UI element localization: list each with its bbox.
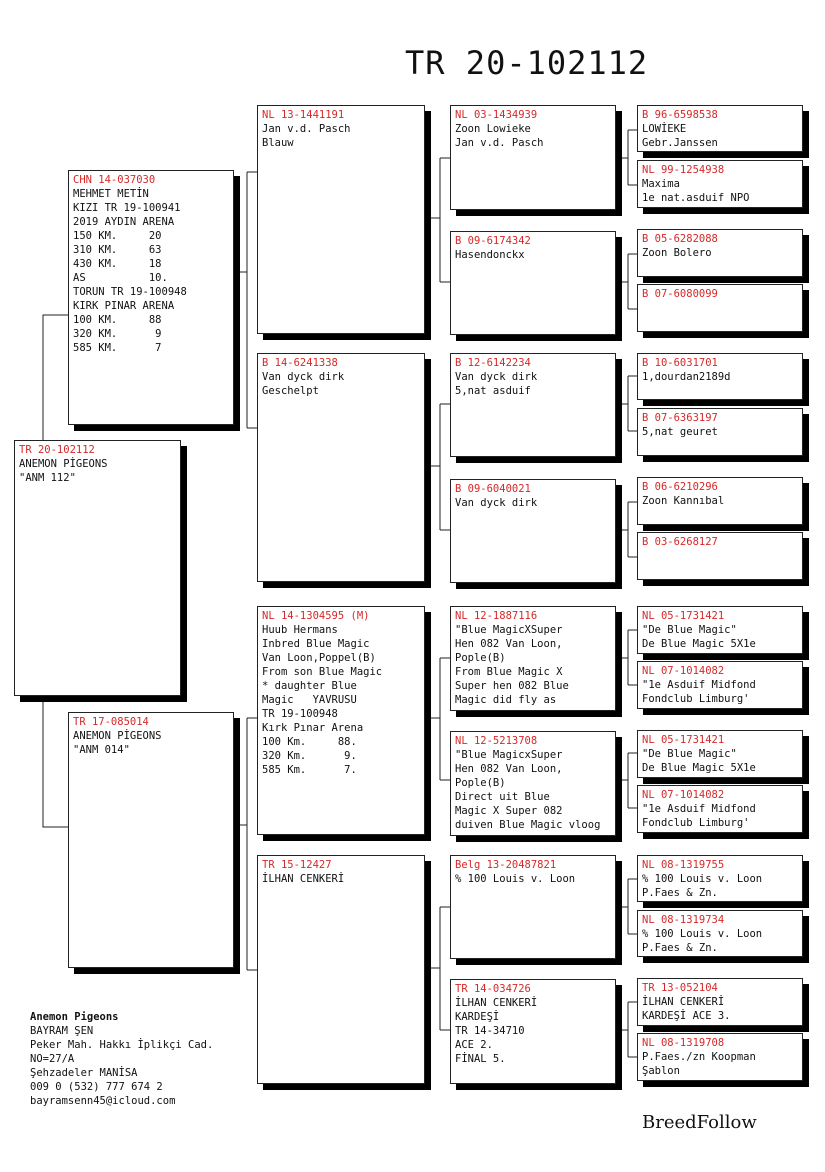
bird-info-line: KARDEŞİ ACE 3. bbox=[642, 1010, 731, 1022]
bird-info-line: TORUN TR 19-100948 bbox=[73, 286, 187, 298]
bird-g5-3[interactable] bbox=[637, 229, 803, 277]
bird-info-line: "Blue MagicXSuper bbox=[455, 624, 563, 636]
owner-line: Şehzadeler MANİSA bbox=[30, 1067, 138, 1079]
bird-info-line: LOWİEKE bbox=[642, 123, 687, 135]
bird-sds[interactable] bbox=[450, 353, 616, 457]
bird-info-line: duiven Blue Magic vloog bbox=[455, 819, 601, 831]
bird-sire-sire[interactable] bbox=[257, 105, 425, 334]
bird-info-line: 5,nat asduif bbox=[455, 385, 531, 397]
bird-info-line: Hen 082 Van Loon, bbox=[455, 763, 563, 775]
bird-info-line: 320 Km. 9. bbox=[262, 750, 357, 762]
owner-email[interactable]: bayramsenn45@icloud.com bbox=[30, 1095, 176, 1107]
bird-info-line: * daughter Blue bbox=[262, 680, 357, 692]
bird-info-line: Magic YAVRUSU bbox=[262, 694, 357, 706]
bird-g5-6[interactable] bbox=[637, 408, 803, 456]
ring-number: TR 17-085014 bbox=[73, 716, 149, 728]
owner-line: BAYRAM ŞEN bbox=[30, 1025, 94, 1037]
bird-dds[interactable] bbox=[450, 855, 616, 959]
bird-info-line: 150 KM. 20 bbox=[73, 230, 162, 242]
bird-info-line: P.Faes & Zn. bbox=[642, 887, 718, 899]
ring-number: B 09-6040021 bbox=[455, 483, 531, 495]
bird-info-line: "ANM 112" bbox=[19, 472, 76, 484]
bird-info-line: Pople(B) bbox=[455, 652, 506, 664]
bird-info-line: İLHAN CENKERİ bbox=[262, 873, 345, 885]
bird-info-line: 5,nat geuret bbox=[642, 426, 718, 438]
bird-info-line: TR 19-100948 bbox=[262, 708, 338, 720]
ring-number: NL 12-5213708 bbox=[455, 735, 538, 747]
bird-info-line: P.Faes./zn Koopman bbox=[642, 1051, 756, 1063]
bird-sire-dam[interactable] bbox=[257, 353, 425, 582]
bird-info-line: Blauw bbox=[262, 137, 294, 149]
bird-info-line: Van dyck dirk bbox=[262, 371, 345, 383]
bird-g5-15[interactable] bbox=[637, 978, 803, 1026]
bird-ssd[interactable] bbox=[450, 231, 616, 335]
bird-info-line: ANEMON PİGEONS bbox=[19, 458, 108, 470]
bird-info-line: ACE 2. bbox=[455, 1039, 493, 1051]
bird-info-line: % 100 Louis v. Loon bbox=[642, 873, 763, 885]
bird-info-line: Van Loon,Poppel(B) bbox=[262, 652, 376, 664]
bird-sire[interactable] bbox=[68, 170, 234, 425]
bird-info-line: KIRK PINAR ARENA bbox=[73, 300, 175, 312]
ring-number: CHN 14-037030 bbox=[73, 174, 156, 186]
bird-dss[interactable] bbox=[450, 606, 616, 711]
bird-info-line: Şablon bbox=[642, 1065, 680, 1077]
bird-info-line: De Blue Magic 5X1e bbox=[642, 762, 756, 774]
owner-info bbox=[30, 1010, 213, 1108]
bird-g5-12[interactable] bbox=[637, 785, 803, 833]
bird-g5-14[interactable] bbox=[637, 910, 803, 957]
bird-info-line: Super hen 082 Blue bbox=[455, 680, 569, 692]
owner-line: NO=27/A bbox=[30, 1053, 75, 1065]
ring-number: B 07-6363197 bbox=[642, 412, 718, 424]
bird-info-line: FİNAL 5. bbox=[455, 1053, 506, 1065]
bird-info-line: 585 Km. 7. bbox=[262, 764, 357, 776]
bird-info-line: 100 KM. 88 bbox=[73, 314, 162, 326]
bird-g5-5[interactable] bbox=[637, 353, 803, 400]
bird-dsd[interactable] bbox=[450, 731, 616, 836]
bird-info-line: Kırk Pınar Arena bbox=[262, 722, 364, 734]
bird-info-line: KARDEŞİ bbox=[455, 1011, 500, 1023]
bird-info-line: 320 KM. 9 bbox=[73, 328, 162, 340]
bird-info-line: 2019 AYDIN ARENA bbox=[73, 216, 175, 228]
bird-info-line: Van dyck dirk bbox=[455, 371, 538, 383]
ring-number: NL 05-1731421 bbox=[642, 610, 725, 622]
bird-info-line: 1,dourdan2189d bbox=[642, 371, 731, 383]
bird-info-line: Maxima bbox=[642, 178, 680, 190]
bird-info-line: Fondclub Limburg' bbox=[642, 693, 750, 705]
bird-info-line: "1e Asduif Midfond bbox=[642, 679, 756, 691]
ring-number: NL 14-1304595 (M) bbox=[262, 610, 370, 622]
bird-info-line: Huub Hermans bbox=[262, 624, 338, 636]
bird-info-line: Zoon Kannıbal bbox=[642, 495, 725, 507]
ring-number: B 05-6282088 bbox=[642, 233, 718, 245]
bird-info-line: Pople(B) bbox=[455, 777, 506, 789]
bird-info-line: % 100 Louis v. Loon bbox=[455, 873, 576, 885]
bird-info-line: Zoon Lowieke bbox=[455, 123, 531, 135]
ring-number: B 06-6210296 bbox=[642, 481, 718, 493]
bird-g5-10[interactable] bbox=[637, 661, 803, 709]
bird-info-line: 585 KM. 7 bbox=[73, 342, 162, 354]
bird-info-line: 430 KM. 18 bbox=[73, 258, 162, 270]
bird-info-line: 310 KM. 63 bbox=[73, 244, 162, 256]
bird-info-line: "1e Asduif Midfond bbox=[642, 803, 756, 815]
bird-g5-16[interactable] bbox=[637, 1033, 803, 1081]
brand-logo: BreedFollow bbox=[642, 1112, 757, 1133]
bird-info-line: "De Blue Magic" bbox=[642, 624, 737, 636]
ring-number: TR 14-034726 bbox=[455, 983, 531, 995]
ring-number: B 10-6031701 bbox=[642, 357, 718, 369]
bird-ddd[interactable] bbox=[450, 979, 616, 1084]
ring-number: NL 03-1434939 bbox=[455, 109, 538, 121]
bird-info-line: % 100 Louis v. Loon bbox=[642, 928, 763, 940]
bird-info-line: Hasendonckx bbox=[455, 249, 525, 261]
bird-info-line: KIZI TR 19-100941 bbox=[73, 202, 181, 214]
bird-dam-sire[interactable] bbox=[257, 606, 425, 835]
ring-number: Belg 13-20487821 bbox=[455, 859, 557, 871]
bird-info-line: From son Blue Magic bbox=[262, 666, 383, 678]
bird-info-line: Direct uit Blue bbox=[455, 791, 550, 803]
pedigree-title: TR 20-102112 bbox=[405, 44, 649, 82]
ring-number: NL 07-1014082 bbox=[642, 665, 725, 677]
ring-number: NL 08-1319734 bbox=[642, 914, 725, 926]
bird-info-line: Inbred Blue Magic bbox=[262, 638, 370, 650]
bird-info-line: 100 Km. 88. bbox=[262, 736, 357, 748]
ring-number: NL 13-1441191 bbox=[262, 109, 345, 121]
ring-number: NL 99-1254938 bbox=[642, 164, 725, 176]
bird-info-line: Geschelpt bbox=[262, 385, 319, 397]
bird-info-line: Hen 082 Van Loon, bbox=[455, 638, 563, 650]
ring-number: B 12-6142234 bbox=[455, 357, 531, 369]
bird-info-line: TR 14-34710 bbox=[455, 1025, 525, 1037]
bird-g5-1[interactable] bbox=[637, 105, 803, 152]
bird-info-line: Gebr.Janssen bbox=[642, 137, 718, 149]
bird-info-line: İLHAN CENKERİ bbox=[455, 997, 538, 1009]
bird-info-line: Zoon Bolero bbox=[642, 247, 712, 259]
bird-info-line: De Blue Magic 5X1e bbox=[642, 638, 756, 650]
bird-info-line: Jan v.d. Pasch bbox=[262, 123, 351, 135]
ring-number: NL 12-1887116 bbox=[455, 610, 538, 622]
bird-info-line: 1e nat.asduif NPO bbox=[642, 192, 750, 204]
bird-dam[interactable] bbox=[68, 712, 234, 968]
ring-number: NL 08-1319755 bbox=[642, 859, 725, 871]
ring-number: B 96-6598538 bbox=[642, 109, 718, 121]
bird-root[interactable] bbox=[14, 440, 181, 696]
ring-number: TR 13-052104 bbox=[642, 982, 718, 994]
bird-g5-11[interactable] bbox=[637, 730, 803, 778]
bird-g5-7[interactable] bbox=[637, 477, 803, 525]
bird-info-line: MEHMET METİN bbox=[73, 188, 149, 200]
ring-number: TR 15-12427 bbox=[262, 859, 332, 871]
bird-info-line: Van dyck dirk bbox=[455, 497, 538, 509]
bird-info-line: ANEMON PİGEONS bbox=[73, 730, 162, 742]
bird-info-line: "Blue MagicxSuper bbox=[455, 749, 563, 761]
bird-g5-9[interactable] bbox=[637, 606, 803, 654]
owner-phone: 009 0 (532) 777 674 2 bbox=[30, 1081, 163, 1093]
ring-number: B 07-6080099 bbox=[642, 288, 718, 300]
bird-info-line: Jan v.d. Pasch bbox=[455, 137, 544, 149]
bird-sss[interactable] bbox=[450, 105, 616, 210]
bird-g5-4[interactable] bbox=[637, 284, 803, 332]
bird-dam-dam[interactable] bbox=[257, 855, 425, 1084]
bird-info-line: "De Blue Magic" bbox=[642, 748, 737, 760]
ring-number: NL 05-1731421 bbox=[642, 734, 725, 746]
ring-number: B 09-6174342 bbox=[455, 235, 531, 247]
bird-info-line: "ANM 014" bbox=[73, 744, 130, 756]
ring-number: NL 08-1319708 bbox=[642, 1037, 725, 1049]
bird-g5-13[interactable] bbox=[637, 855, 803, 902]
bird-info-line: Magic did fly as bbox=[455, 694, 557, 706]
bird-g5-8[interactable] bbox=[637, 532, 803, 580]
bird-info-line: Magic X Super 082 bbox=[455, 805, 563, 817]
bird-info-line: From Blue Magic X bbox=[455, 666, 563, 678]
bird-g5-2[interactable] bbox=[637, 160, 803, 208]
ring-number: B 14-6241338 bbox=[262, 357, 338, 369]
bird-sdd[interactable] bbox=[450, 479, 616, 583]
ring-number: NL 07-1014082 bbox=[642, 789, 725, 801]
bird-info-line: İLHAN CENKERİ bbox=[642, 996, 725, 1008]
ring-number: B 03-6268127 bbox=[642, 536, 718, 548]
owner-name: Anemon Pigeons bbox=[30, 1011, 119, 1023]
bird-info-line: Fondclub Limburg' bbox=[642, 817, 750, 829]
bird-info-line: P.Faes & Zn. bbox=[642, 942, 718, 954]
owner-line: Peker Mah. Hakkı İplikçi Cad. bbox=[30, 1039, 214, 1051]
ring-number: TR 20-102112 bbox=[19, 444, 95, 456]
bird-info-line: AS 10. bbox=[73, 272, 168, 284]
